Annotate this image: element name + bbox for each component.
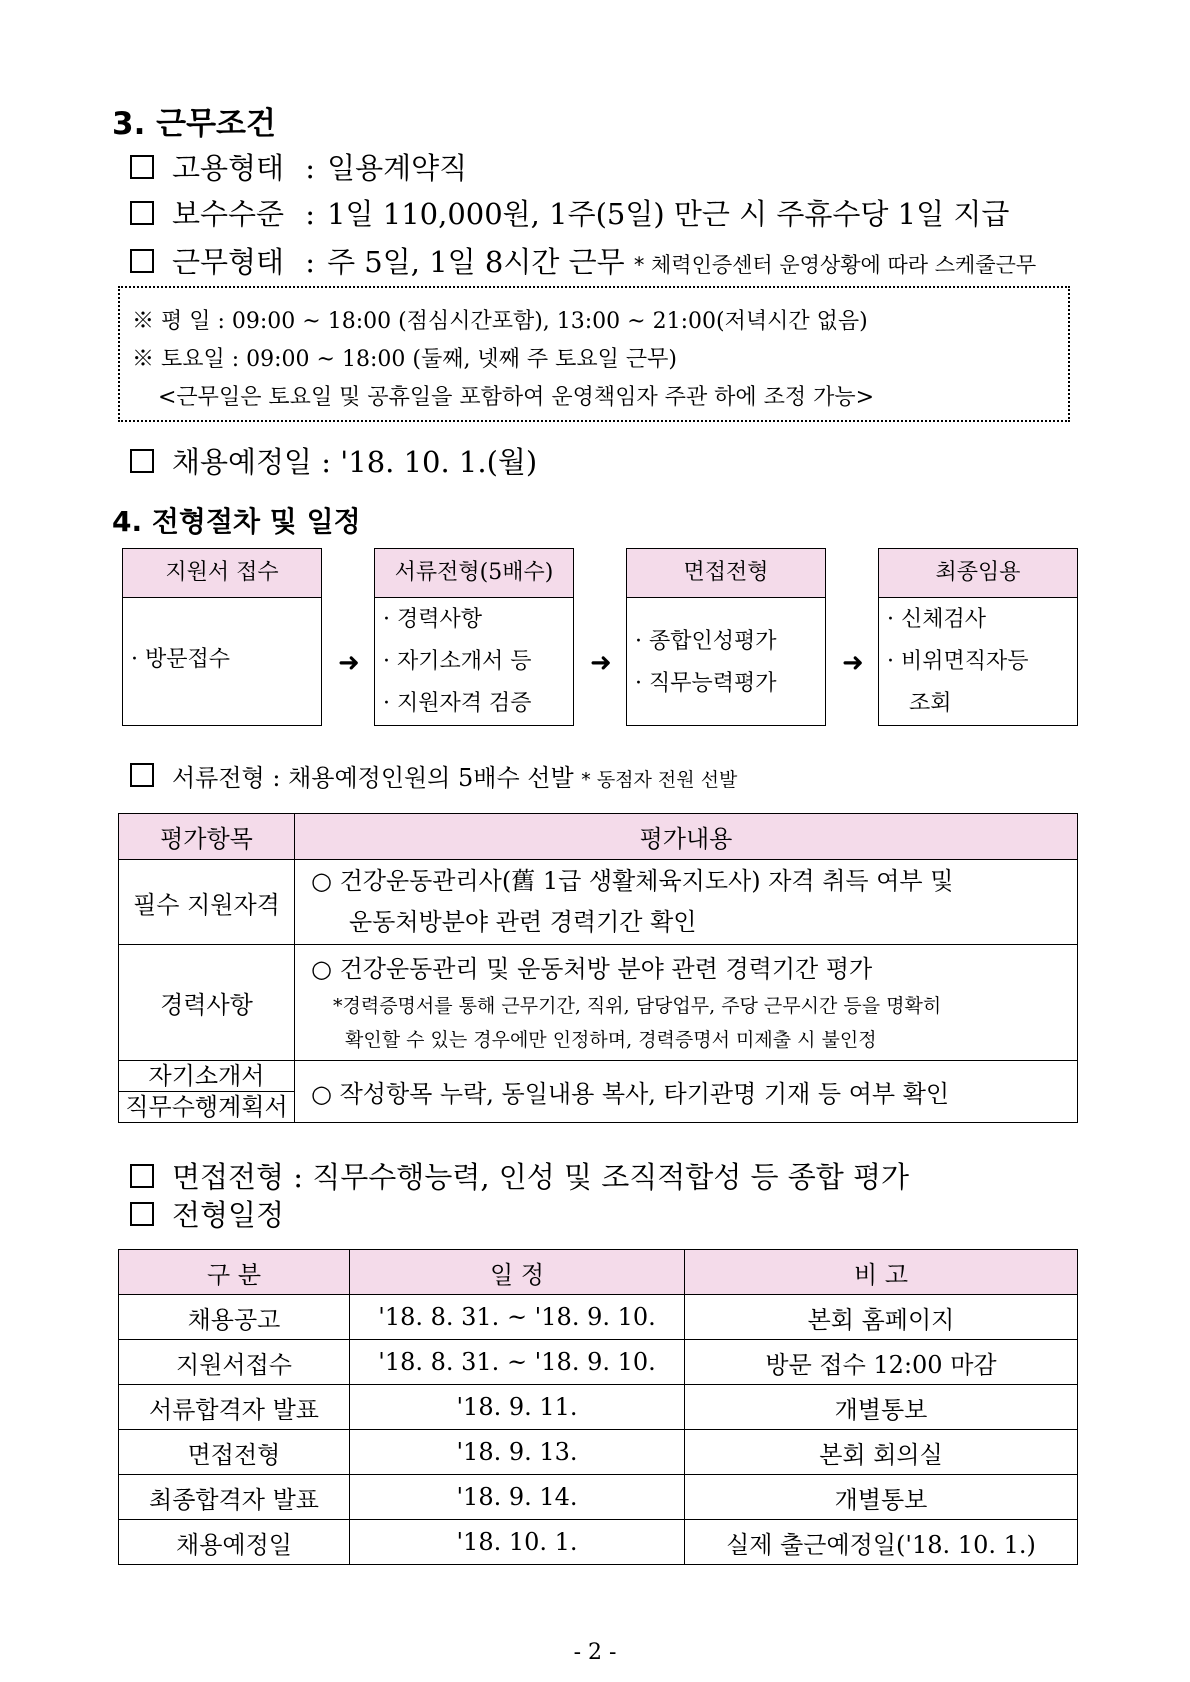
row-value: 1일 110,000원, 1주(5일) 만근 시 주휴수당 1일 지급 [327,197,1010,231]
flow-step-line: · 종합인성평가 [635,629,777,654]
eval-item-cell: 필수 지원자격 [119,860,295,945]
checkbox-icon [130,201,154,225]
arrow-right-icon: ➜ [590,648,612,678]
schedule-cell: 최종합격자 발표 [119,1475,350,1520]
row-label: 고용형태 [172,151,285,185]
flow-step-line: · 방문접수 [131,647,230,672]
flow-step-line: · 직무능력평가 [635,671,777,696]
table-row [119,1475,1078,1520]
flow-step-line: · 경력사항 [383,607,482,632]
eval-item-line: 자기소개서 [119,1061,294,1092]
flow-step-line: · 지원자격 검증 [383,691,532,716]
eval-item-cell [119,1061,295,1123]
notebox-line: ※ 평 일 : 09:00 ~ 18:00 (점심시간포함), 13:00 ~ 21:00(저녁시간 없음) [132,309,868,334]
flow-step-line: · 자기소개서 등 [383,649,532,674]
schedule-cell: 방문 접수 12:00 마감 [685,1340,1078,1385]
work-hours-notebox [118,286,1070,422]
work-type-row [130,240,1036,281]
eval-item-cell: 경력사항 [119,945,295,1061]
checkbox-icon [130,1164,154,1188]
table-row [119,1295,1078,1340]
flow-step-head: 면접전형 [627,549,825,598]
table-header-cell: 일 정 [350,1250,685,1295]
document-screening-text: 서류전형 : 채용예정인원의 5배수 선발 [172,764,574,792]
table-row [119,1061,1078,1123]
table-header-cell: 평가항목 [119,814,295,860]
schedule-cell: '18. 9. 11. [350,1385,685,1430]
interview-row [130,1155,909,1196]
flow-step-head: 지원서 접수 [123,549,321,598]
schedule-cell: 채용예정일 [119,1520,350,1565]
row-label: 보수수준 [172,197,285,231]
flow-step-line: · 신체검사 [887,607,986,632]
schedule-cell: 채용공고 [119,1295,350,1340]
eval-content-cell [295,945,1078,1061]
checkbox-icon [130,1202,154,1226]
schedule-cell: '18. 8. 31. ~ '18. 9. 10. [350,1295,685,1340]
table-header-row [119,1250,1078,1295]
table-row [119,1385,1078,1430]
notebox-line: <근무일은 토요일 및 공휴일을 포함하여 운영책임자 주관 하에 조정 가능> [158,385,875,410]
flow-step-head: 최종임용 [879,549,1077,598]
eval-item-line: 직무수행계획서 [125,1093,288,1121]
notebox-line: ※ 토요일 : 09:00 ~ 18:00 (둘째, 넷째 주 토요일 근무) [132,347,678,372]
schedule-table [118,1249,1078,1565]
table-header-cell: 평가내용 [295,814,1078,860]
schedule-cell: 본회 홈페이지 [685,1295,1078,1340]
schedule-cell: 면접전형 [119,1430,350,1475]
checkbox-icon [130,249,154,273]
checkbox-icon [130,155,154,179]
table-header-cell: 비 고 [685,1250,1078,1295]
document-screening-note: * 동점자 전원 선발 [581,769,738,791]
schedule-cell: '18. 9. 13. [350,1430,685,1475]
schedule-cell: '18. 10. 1. [350,1520,685,1565]
checkbox-icon [130,449,154,473]
section-3-title: 3. 근무조건 [112,106,276,142]
hire-date-text: 채용예정일 : '18. 10. 1.(월) [172,445,538,479]
schedule-cell: 실제 출근예정일('18. 10. 1.) [685,1520,1078,1565]
row-sep: : [305,151,316,185]
schedule-cell: 지원서접수 [119,1340,350,1385]
evaluation-table [118,813,1078,1123]
salary-row [130,192,1009,233]
table-row [119,945,1078,1061]
row-label: 근무형태 [172,245,285,279]
arrow-right-icon: ➜ [338,648,360,678]
table-header-row [119,814,1078,860]
schedule-cell: 서류합격자 발표 [119,1385,350,1430]
table-row [119,1520,1078,1565]
schedule-title-row [130,1193,284,1234]
schedule-cell: '18. 8. 31. ~ '18. 9. 10. [350,1340,685,1385]
eval-content-cell [295,860,1078,945]
employment-type-row [130,146,467,187]
table-row [119,860,1078,945]
flow-step-interview [626,548,826,726]
schedule-cell: 개별통보 [685,1475,1078,1520]
table-row [119,1340,1078,1385]
arrow-right-icon: ➜ [842,648,864,678]
flow-step-head: 서류전형(5배수) [375,549,573,598]
row-value: 주 5일, 1일 8시간 근무 [327,245,625,279]
table-header-cell: 구 분 [119,1250,350,1295]
row-sep: : [305,197,316,231]
interview-text: 면접전형 : 직무수행능력, 인성 및 조직적합성 등 종합 평가 [172,1160,910,1194]
flow-step-line: 조회 [909,691,952,716]
page-number: - 2 - [573,1640,617,1665]
eval-content-line: ○ 건강운동관리 및 운동처방 분야 관련 경력기간 평가 [311,954,873,983]
schedule-cell: 개별통보 [685,1385,1078,1430]
eval-content-line: *경력증명서를 통해 근무기간, 직위, 담당업무, 주당 근무시간 등을 명확히 [333,994,942,1017]
row-sep: : [305,245,316,279]
eval-content-line: 운동처방분야 관련 경력기간 확인 [349,908,697,936]
flow-step-final [878,548,1078,726]
eval-content-cell: ○ 작성항목 누락, 동일내용 복사, 타기관명 기재 등 여부 확인 [295,1061,1078,1123]
section-4-title: 4. 전형절차 및 일정 [112,505,361,538]
work-type-note: * 체력인증센터 운영상황에 따라 스케줄근무 [633,253,1037,277]
schedule-cell: 본회 회의실 [685,1430,1078,1475]
flow-step-document [374,548,574,726]
hire-date-row [130,440,537,481]
eval-content-line: ○ 건강운동관리사(舊 1급 생활체육지도사) 자격 취득 여부 및 [311,867,954,895]
table-row [119,1430,1078,1475]
document-screening-row [130,758,737,793]
row-value: 일용계약직 [327,151,468,185]
schedule-title: 전형일정 [172,1198,285,1232]
checkbox-icon [130,763,154,787]
flow-step-application [122,548,322,726]
flow-step-line: · 비위면직자등 [887,649,1029,674]
schedule-cell: '18. 9. 14. [350,1475,685,1520]
eval-content-line: 확인할 수 있는 경우에만 인정하며, 경력증명서 미제출 시 불인정 [345,1028,877,1051]
